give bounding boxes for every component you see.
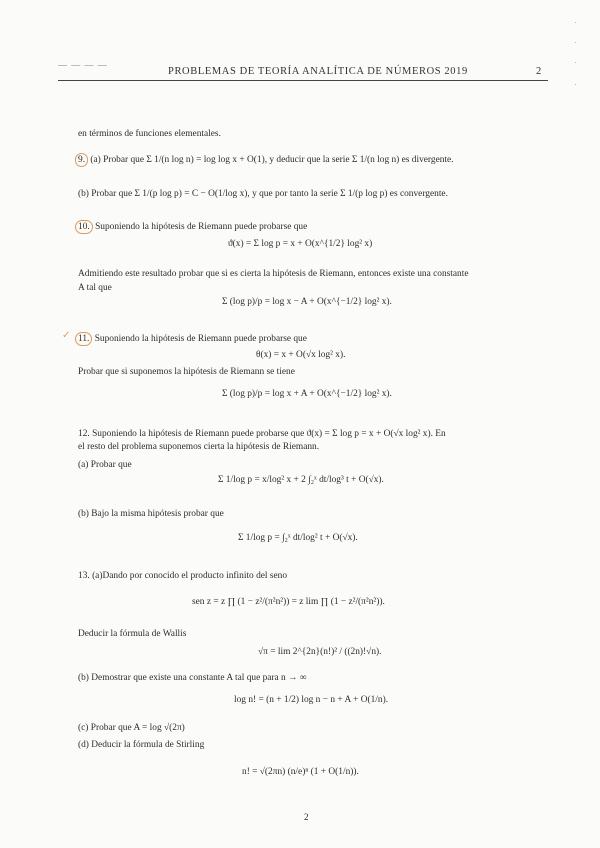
problem-13: 13. (a)Dando por conocido el producto infinito del seno: [78, 571, 288, 581]
page-number: 2: [536, 66, 542, 77]
problem-12: 12. Suponiendo la hipótesis de Riemann puede probarse que ϑ(x) = Σ log p = x + O(√x log² x). En: [78, 429, 446, 439]
footer-page-number: 2: [304, 812, 309, 822]
equation: Σ 1/log p = ∫₂ˣ dt/log² t + O(√x).: [238, 533, 358, 543]
check-mark-icon: ✓: [62, 330, 71, 341]
text-line: A tal que: [78, 283, 112, 293]
text-line: Deducir la fórmula de Wallis: [78, 629, 187, 639]
equation: ϑ(x) = Σ log p = x + O(x^{1/2} log² x): [228, 239, 373, 249]
equation: Σ (log p)/p = log x + A + O(x^{−1/2} log² x).: [222, 389, 392, 399]
text-line: (b) Demostrar que existe una constante A tal que para n → ∞: [78, 673, 307, 683]
problem-11: [78, 332, 307, 346]
problem-text: Suponiendo la hipótesis de Riemann puede probarse que: [95, 222, 308, 232]
text-line: (d) Deducir la fórmula de Stirling: [78, 740, 205, 750]
text-line: (a) Probar que: [78, 460, 132, 470]
text-line: (b) Bajo la misma hipótesis probar que: [78, 509, 224, 519]
running-header-title: PROBLEMAS DE TEORÍA ANALÍTICA DE NÚMEROS 2019: [168, 66, 468, 77]
text-line: Admitiendo este resultado probar que si es cierta la hipótesis de Riemann, entonces existe una constante: [78, 269, 469, 279]
problem-9b: (b) Probar que Σ 1/(p log p) = C − O(1/log x), y que por tanto la serie Σ 1/(p log p) es convergente.: [78, 189, 448, 199]
equation: n! = √(2πn) (n/e)ⁿ (1 + O(1/n)).: [242, 767, 359, 777]
problem-text: (a) Probar que Σ 1/(n log n) = log log x + O(1), y deducir que la serie Σ 1/(n log n) es divergente.: [90, 155, 454, 165]
problem-number-circled: 11.: [75, 332, 92, 346]
equation: Σ 1/log p = x/log² x + 2 ∫₂ˣ dt/log³ t + O(√x).: [218, 475, 384, 485]
problem-number-circled: 10.: [75, 220, 93, 234]
equation: θ(x) = x + O(√x log² x).: [256, 350, 346, 360]
margin-mark: ·: [574, 80, 577, 89]
text-line: Probar que si suponemos la hipótesis de Riemann se tiene: [78, 367, 295, 377]
equation: log n! = (n + 1/2) log n − n + A + O(1/n).: [234, 695, 389, 705]
margin-mark: ·: [574, 38, 577, 47]
equation: sen z = z ∏ (1 − z²/(π²n²)) = z lim ∏ (1 − z²/(π²n²)).: [192, 597, 385, 607]
text-line: (c) Probar que A = log √(2π): [78, 723, 185, 733]
text-line: el resto del problema suponemos cierta la hipótesis de Riemann.: [78, 442, 320, 452]
equation: √π = lim 2^{2n}(n!)² / ((2n)!√n).: [258, 647, 382, 657]
text-line: en términos de funciones elementales.: [78, 129, 221, 139]
problem-10: [78, 220, 307, 234]
header-rule: [58, 80, 548, 81]
margin-mark: ·: [574, 58, 577, 67]
problem-number-circled: 9.: [75, 153, 88, 167]
problem-9a: [78, 153, 454, 167]
margin-mark: ·: [574, 18, 577, 27]
equation: Σ (log p)/p = log x − A + O(x^{−1/2} log² x).: [222, 297, 392, 307]
problem-text: Suponiendo la hipótesis de Riemann puede probarse que: [94, 334, 307, 344]
header-marks: — — — —: [58, 60, 108, 70]
